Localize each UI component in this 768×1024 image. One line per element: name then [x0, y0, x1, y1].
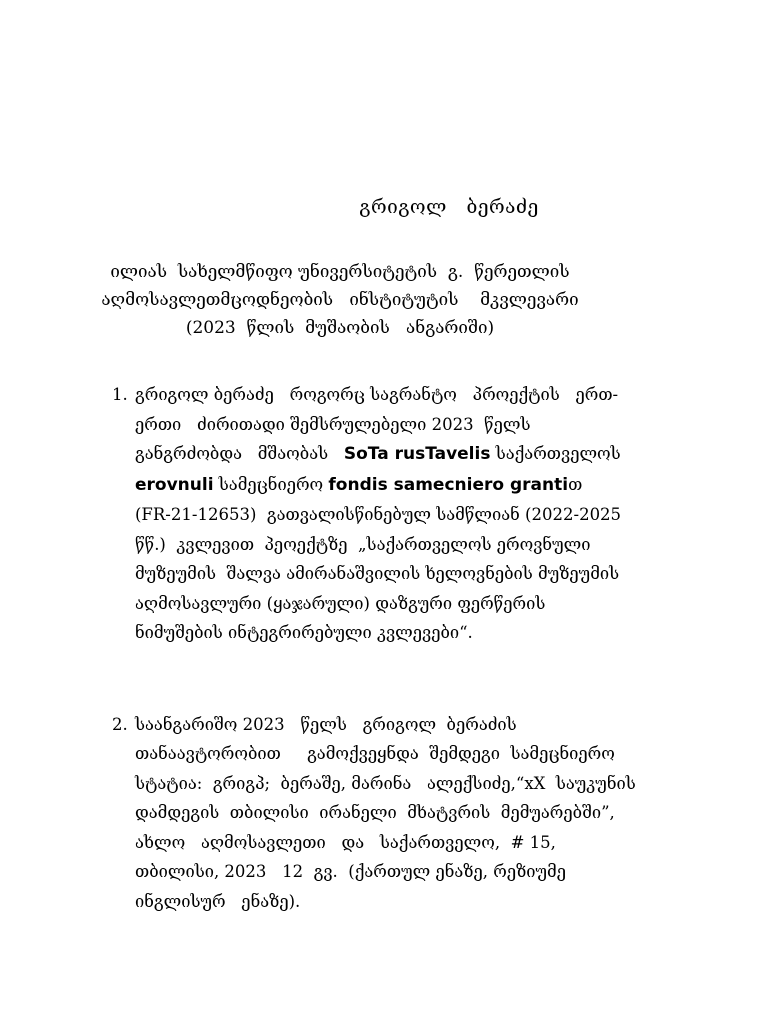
latin-text: fondis samecniero granti — [328, 474, 569, 495]
item-line: სტატია: გრიგპ; ბერაშე, მარინა ალექსიძე,“xX საუკუნის — [135, 773, 636, 793]
report-list — [112, 380, 672, 916]
item-line: აღმოსავლური (ყაჯარული) დაზგური ფერწერის — [135, 593, 546, 613]
report-period-line: (2023 წლის მუშაობის ანგარიში) — [185, 318, 495, 338]
item-line: ერთი ძირითადი შემსრულებელი 2023 წელს — [135, 414, 531, 434]
author-name-title: გრიგოლ ბერაძე — [359, 196, 539, 218]
affiliation-block — [60, 258, 620, 342]
item-line: წწ.) კვლევით პეოექტზე „საქართველოს ეროვნული — [135, 534, 591, 554]
item-line: თანაავტორობით გამოქვეყნდა შემდეგი სამეცნიერო — [135, 744, 615, 763]
item-line: დამდეგის თბილისი ირანელი მხატვრის მემუარებში”, — [135, 803, 615, 822]
item-line: მუზეუმის შალვა ამირანაშვილის ხელოვნების მუზეუმის — [135, 564, 620, 583]
item-line: ინგლისურ ენაზე). — [135, 891, 301, 911]
report-item-1 — [112, 380, 672, 648]
item-line: თბილისი, 2023 12 გვ. (ქართულ ენაზე, რეზიუმე — [135, 862, 566, 881]
item-line: ნიმუშების ინტეგრირებული კვლევები“. — [135, 623, 473, 642]
item-line: გრიგოლ ბერაძე როგორც საგრანტო პროექტის ერთ- — [135, 385, 619, 404]
item-text: განგრძობდა მშაობას — [135, 444, 344, 463]
item-number: 1. — [112, 385, 128, 404]
item-line: (FR-21-12653) გათვალისწინებულ სამწლიან (2022-2025 — [135, 505, 622, 524]
affiliation-line-1: ილიას სახელმწიფო უნივერსიტეტის გ. წერეთლის — [110, 262, 570, 282]
item-line: ახლო აღმოსავლეთი და საქართველო, # 15, — [135, 832, 556, 852]
latin-text: SoTa rusTavelis — [343, 444, 491, 464]
item-text: თ — [568, 474, 583, 494]
latin-text: erovnuli — [135, 474, 214, 495]
item-number: 2. — [112, 714, 128, 734]
item-text: სამეცნიერო — [213, 474, 329, 494]
item-text: საქართველოს — [490, 444, 621, 463]
item-line: საანგარიშო 2023 წელს გრიგოლ ბერაძის — [135, 714, 517, 734]
item-line — [135, 439, 672, 470]
item-line — [135, 470, 672, 501]
report-item-2 — [112, 710, 672, 917]
affiliation-line-2: აღმოსავლეთმცოდნეობის ინსტიტუტის მკვლევარი — [101, 290, 579, 310]
